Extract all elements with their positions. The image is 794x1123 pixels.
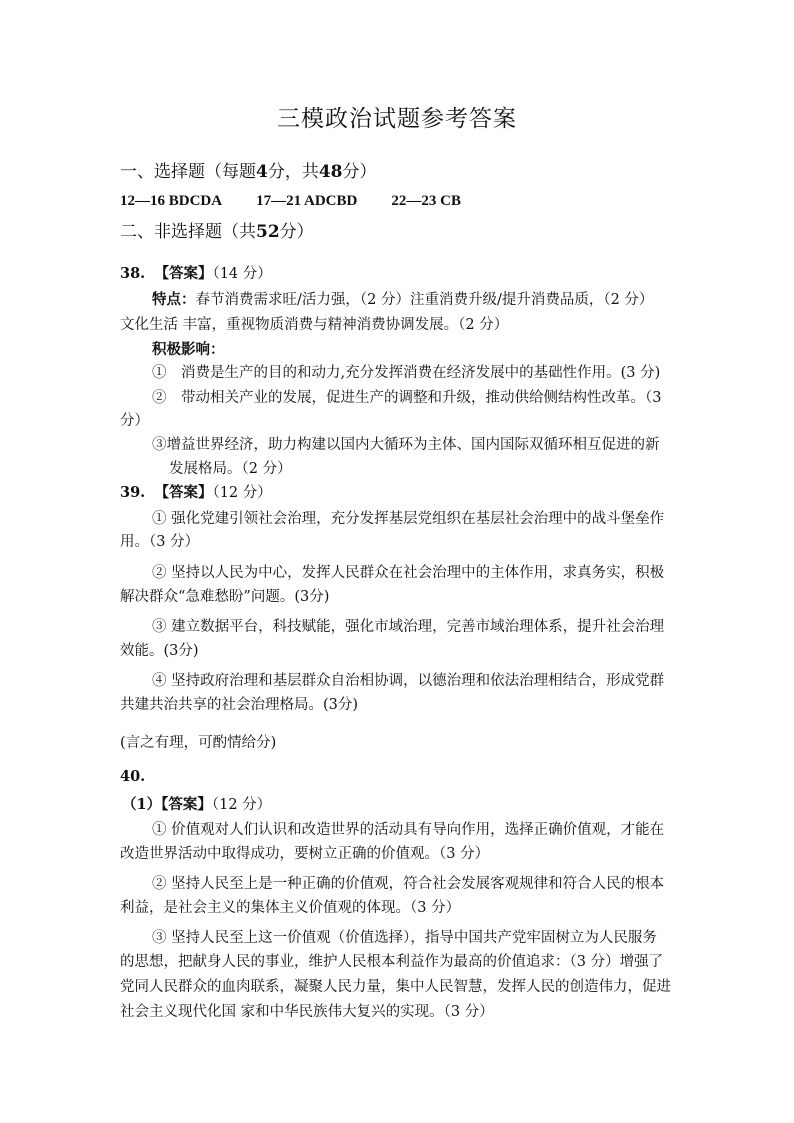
q38-impact-item-2-cont: 分） [120, 413, 149, 429]
q40-point-2-cont: 利益，是社会主义的集体主义价值观的体现。（3 分） [120, 900, 461, 916]
part1-per-score: 4 [256, 162, 268, 182]
answer-key-group: 17—21 ADCBD [256, 193, 358, 209]
q38-feature-line [152, 290, 653, 310]
q40-sub1-heading [122, 795, 271, 815]
q39-point-1: ① 强化党建引领社会治理，充分发挥基层党组织在基层社会治理中的战斗堡垒作 [152, 511, 665, 527]
q39-answer-label: 【答案】 [154, 484, 213, 501]
part1-heading-mid: 分，共 [267, 162, 319, 182]
q40-point-1: ① 价值观对人们认识和改造世界的活动具有导向作用，选择正确价值观，才能在 [152, 822, 665, 838]
q40-score: （12 分） [211, 797, 272, 813]
q38-score: （14 分） [212, 266, 272, 282]
part1-total-score: 48 [318, 162, 343, 182]
q38-heading [120, 264, 272, 284]
answer-key-group: 12—16 BDCDA [120, 193, 223, 209]
q38-impact-item-2: ② 带动相关产业的发展，促进生产的调整和升级，推动供给侧结构性改革。（3 [152, 390, 662, 406]
q38-feature-line-2: 文化生活 丰富，重视物质消费与精神消费协调发展。（2 分） [120, 317, 509, 333]
choice-answer-keys [120, 191, 495, 211]
q39-grading-note: (言之有理，可酌情给分) [120, 735, 277, 751]
q38-answer-label: 【答案】 [154, 265, 213, 282]
q38-impact-item-1: ① 消费是生产的目的和动力,充分发挥消费在经济发展中的基础性作用。(3 分) [152, 365, 661, 381]
page-title: 三模政治试题参考答案 [277, 106, 517, 132]
answer-key-group: 22—23 CB [391, 193, 461, 209]
q39-score: （12 分） [212, 485, 272, 501]
q40-answer-label: 【答案】 [161, 796, 212, 813]
q40-point-3-cont-2: 党同人民群众的血肉联系，凝聚人民力量，集中人民智慧，发挥人民的创造伟力，促进 [120, 979, 671, 995]
q39-point-2: ② 坚持以人民为中心，发挥人民群众在社会治理中的主体作用，求真务实，积极 [152, 565, 665, 581]
q38-feature-text: 春节消费需求旺/活力强，（2 分）注重消费升级/提升消费品质，（2 分） [195, 292, 654, 308]
q40-point-3-cont-3: 社会主义现代化国 家和中华民族伟大复兴的实现。（3 分） [120, 1004, 494, 1020]
q40-sub1-label: （1） [122, 796, 162, 813]
part2-heading [120, 220, 314, 244]
q38-number: 38. [120, 265, 146, 282]
q39-point-4-cont: 共建共治共享的社会治理格局。(3分) [120, 697, 359, 713]
q39-point-4: ④ 坚持政府治理和基层群众自治相协调，以德治理和依法治理相结合，形成党群 [152, 673, 665, 689]
q38-impact-item-3: ③增益世界经济，助力构建以国内大循环为主体、国内国际双循环相互促进的新 [152, 437, 660, 453]
q39-point-3-cont: 效能。(3分) [120, 643, 199, 659]
q40-point-2: ② 坚持人民至上是一种正确的价值观，符合社会发展客观规律和符合人民的根本 [152, 876, 665, 892]
q40-point-3: ③ 坚持人民至上这一价值观（价值选择），指导中国共产党牢固树立为人民服务 [152, 930, 657, 946]
q38-impact-item-3-cont: 发展格局。（2 分） [169, 461, 292, 477]
q39-point-2-cont: 解决群众“急难愁盼”问题。(3分) [120, 589, 330, 605]
q40-number: 40. [120, 768, 146, 785]
part2-heading-tail: 分） [279, 222, 314, 242]
q38-impact-label: 积极影响： [152, 341, 225, 358]
q39-point-3: ③ 建立数据平台，科技赋能，强化市域治理，完善市域治理体系，提升社会治理 [152, 619, 665, 635]
part1-heading-text: 一、选择题（每题 [120, 162, 256, 182]
part1-heading-tail: 分） [342, 162, 377, 182]
part2-heading-text: 二、非选择题（共 [120, 222, 256, 242]
part1-heading [120, 160, 377, 184]
q38-feature-label: 特点： [152, 291, 196, 308]
q39-point-1-cont: 用。（3 分） [120, 534, 200, 550]
q40-point-1-cont: 改造世界活动中取得成功，要树立正确的价值观。（3 分） [120, 846, 490, 862]
q39-number: 39. [120, 484, 146, 501]
q40-point-3-cont-1: 的思想，把献身人民的事业，维护人民根本利益作为最高的价值追求：（3 分）增强了 [120, 954, 664, 970]
part2-total-score: 52 [256, 222, 280, 242]
q39-heading [120, 483, 272, 503]
